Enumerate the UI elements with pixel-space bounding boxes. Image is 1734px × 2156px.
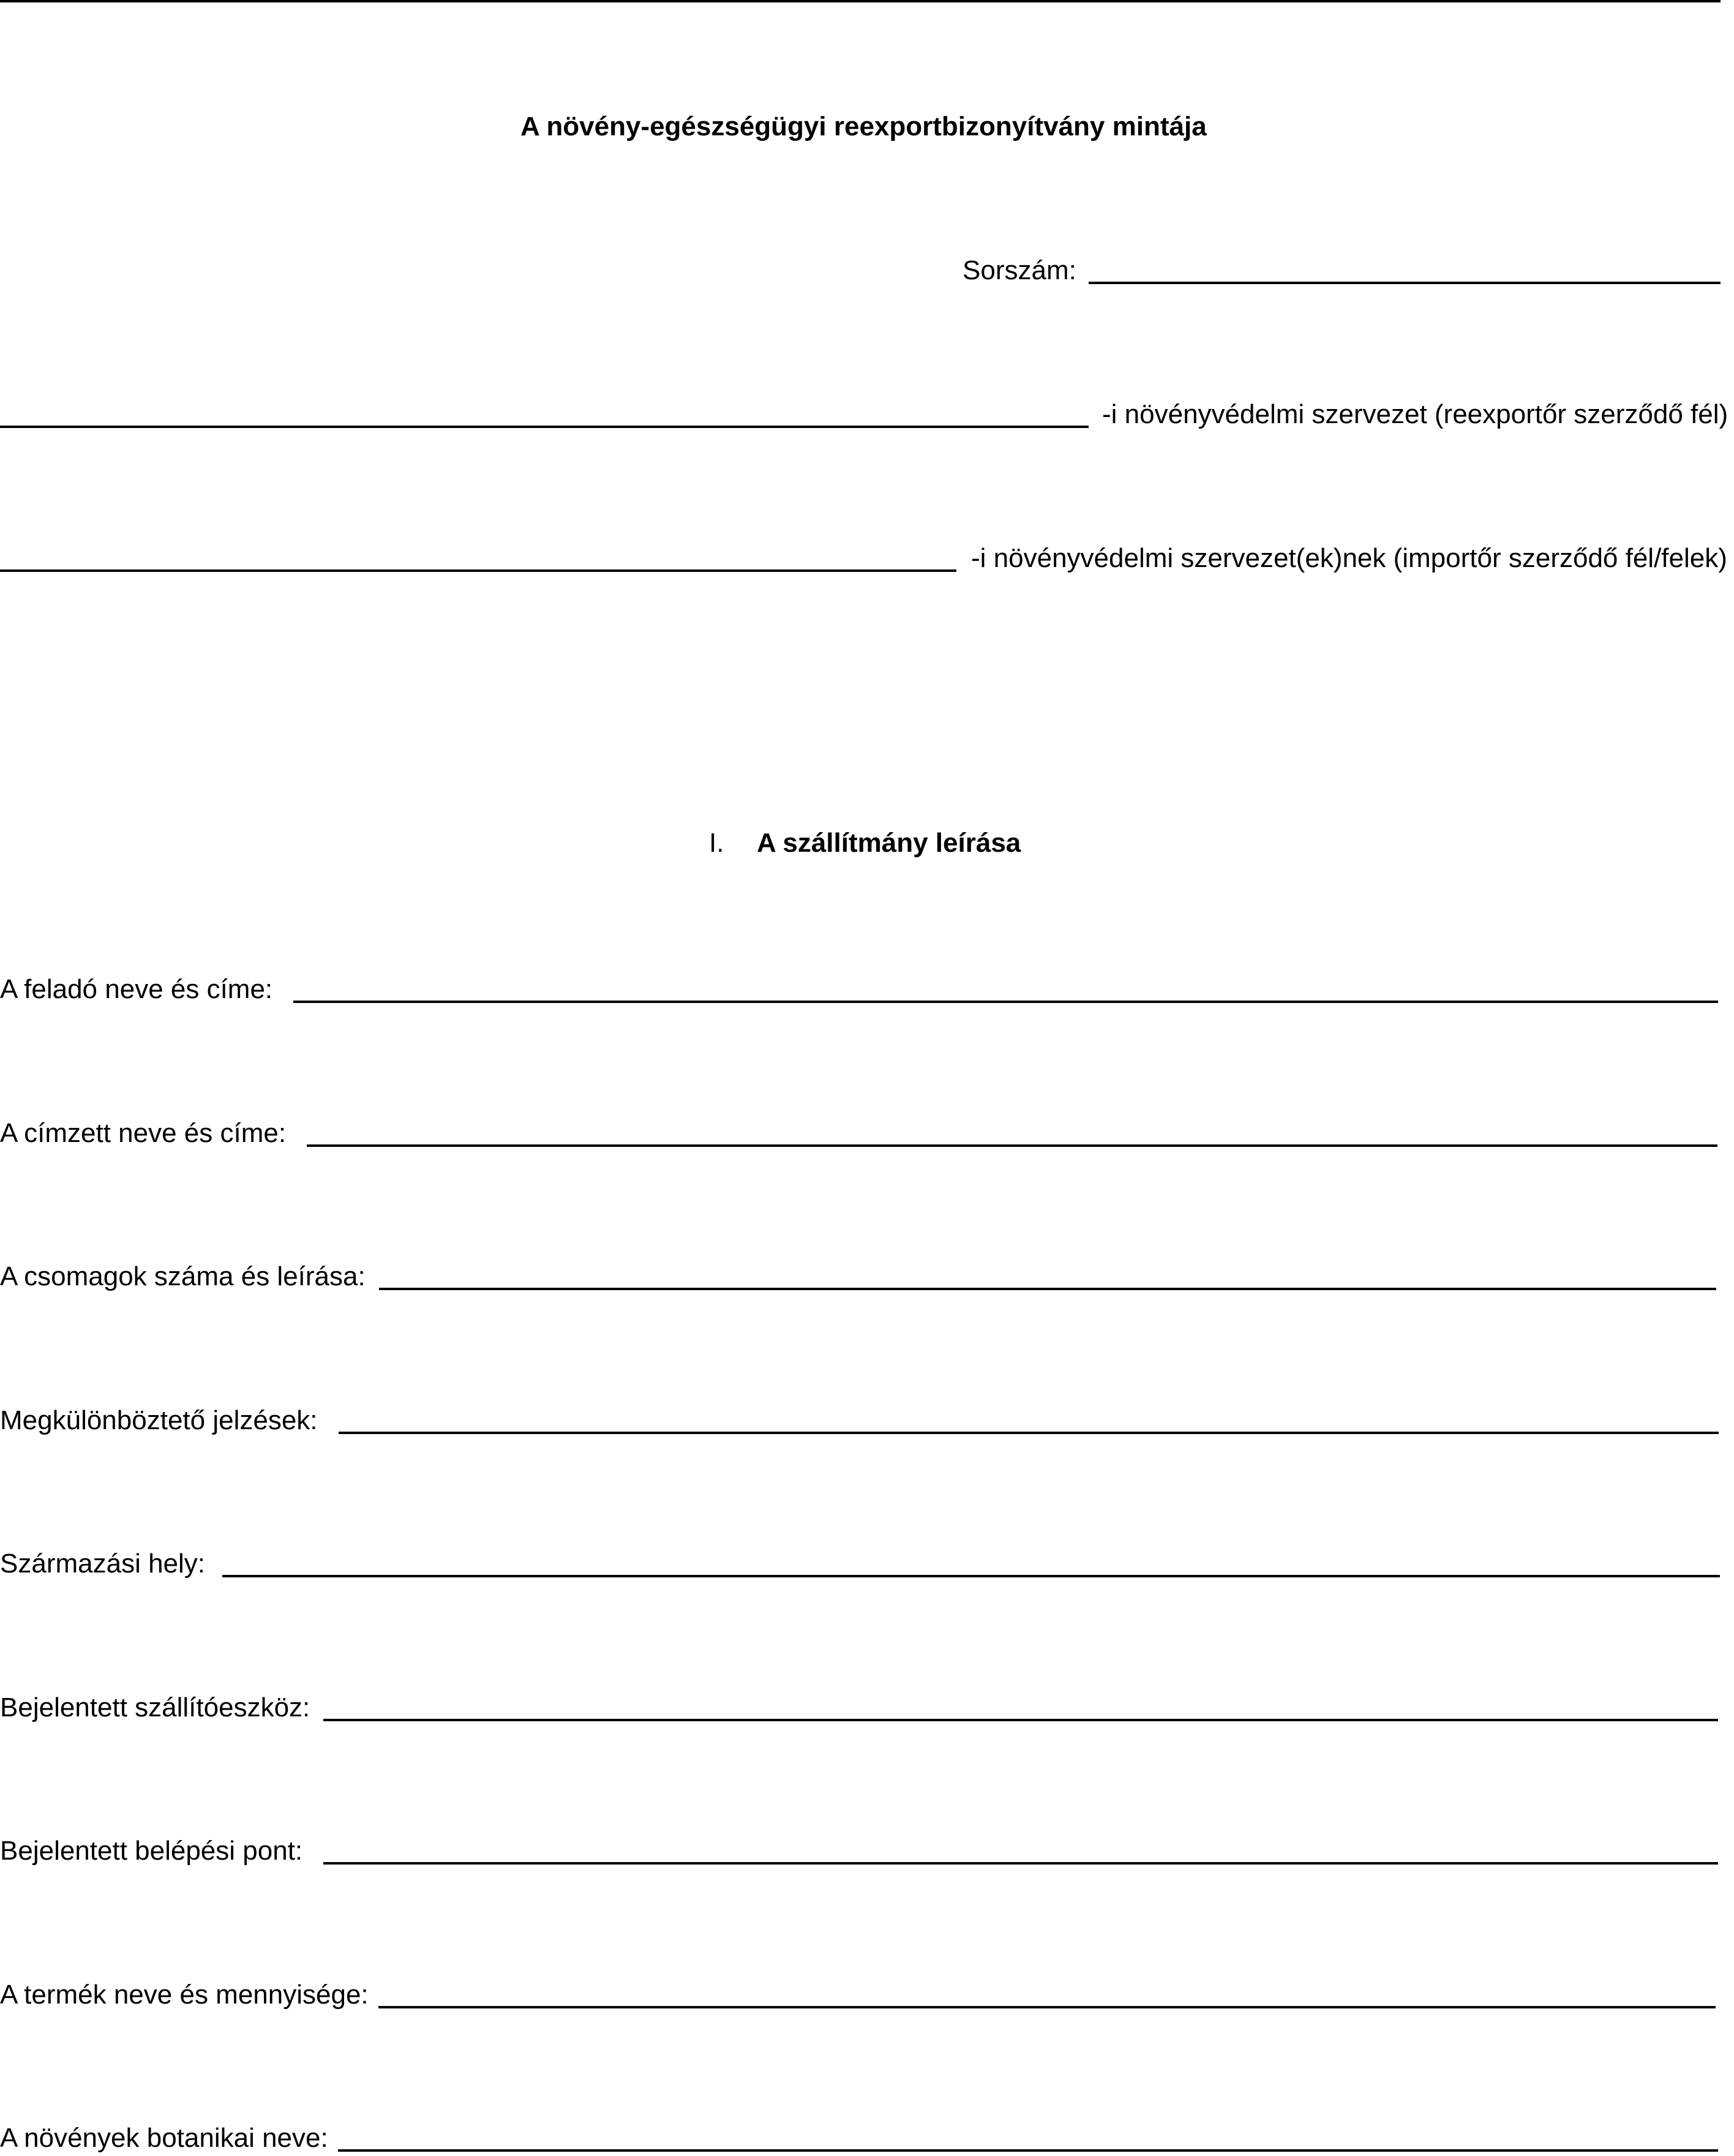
field-row	[0, 1981, 1716, 2008]
field-row	[0, 1838, 1718, 1865]
field-row	[0, 1407, 1719, 1434]
reexporter-country-field[interactable]	[0, 426, 1089, 428]
field-row	[0, 2125, 1718, 2152]
field-label: Származási hely:	[0, 1549, 206, 1579]
field-label: A feladó neve és címe:	[0, 974, 273, 1004]
consignee-field[interactable]	[307, 1144, 1717, 1147]
field-row	[0, 1694, 1718, 1721]
importer-country-field[interactable]	[0, 569, 956, 572]
serial-row	[963, 257, 1721, 284]
section-heading	[709, 828, 1021, 858]
serial-field[interactable]	[1089, 282, 1721, 284]
importer-row	[0, 545, 1727, 572]
section-number: I.	[709, 828, 724, 858]
field-label: A csomagok száma és leírása:	[0, 1261, 366, 1291]
packages-field[interactable]	[379, 1288, 1716, 1290]
serial-label: Sorszám:	[963, 255, 1076, 285]
section-title: A szállítmány leírása	[757, 828, 1021, 858]
point-of-entry-field[interactable]	[323, 1862, 1718, 1865]
field-row	[0, 976, 1718, 1003]
field-label: A címzett neve és címe:	[0, 1118, 287, 1148]
field-label: Bejelentett belépési pont:	[0, 1836, 303, 1866]
place-of-origin-field[interactable]	[222, 1575, 1720, 1577]
field-label: Bejelentett szállítóeszköz:	[0, 1692, 310, 1722]
field-row	[0, 1120, 1717, 1147]
consignor-field[interactable]	[293, 1001, 1718, 1003]
produce-quantity-field[interactable]	[378, 2006, 1716, 2008]
field-label: A növények botanikai neve:	[0, 2123, 328, 2153]
field-row	[0, 1263, 1716, 1290]
document-title: A növény-egészségügyi reexportbizonyítvány mintája	[520, 111, 1207, 141]
importer-suffix: -i növényvédelmi szervezet(ek)nek (importőr szerződő fél/felek)	[971, 543, 1727, 573]
botanical-name-field[interactable]	[338, 2149, 1718, 2152]
field-row	[0, 1550, 1720, 1577]
top-rule	[0, 0, 1721, 2]
distinguishing-marks-field[interactable]	[339, 1432, 1719, 1434]
reexporter-row	[0, 401, 1728, 428]
field-label: Megkülönböztető jelzések:	[0, 1405, 318, 1435]
field-label: A termék neve és mennyisége:	[0, 1980, 369, 2010]
means-of-conveyance-field[interactable]	[323, 1719, 1718, 1721]
reexporter-suffix: -i növényvédelmi szervezet (reexportőr szerződő fél)	[1102, 399, 1728, 429]
